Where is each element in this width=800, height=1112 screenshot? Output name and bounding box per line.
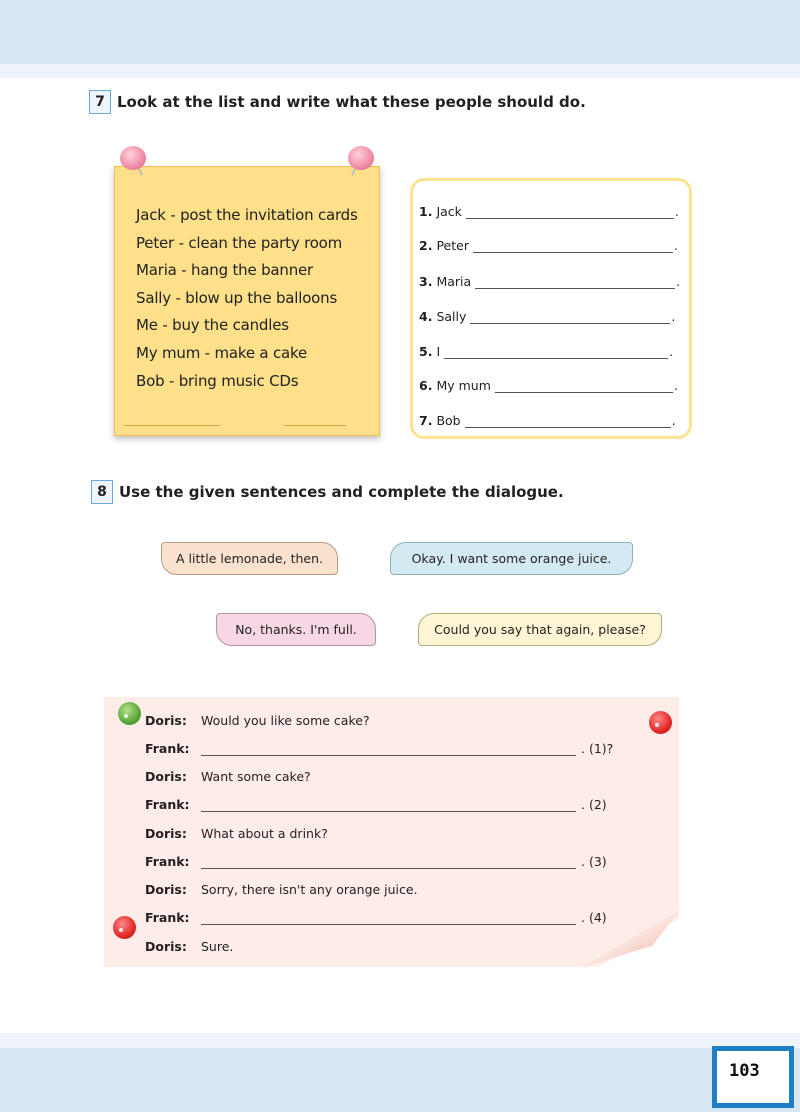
note-item: Jack - post the invitation cards bbox=[136, 206, 358, 224]
answer-blank[interactable] bbox=[465, 416, 671, 428]
answer-line bbox=[419, 204, 679, 219]
sentence-bubble: Okay. I want some orange juice. bbox=[390, 542, 633, 575]
speaker-label: Doris: bbox=[145, 882, 187, 897]
answer-blank[interactable] bbox=[466, 207, 674, 219]
exercise-7-header bbox=[89, 90, 586, 114]
dialogue-text: Would you like some cake? bbox=[201, 713, 370, 728]
answer-line bbox=[419, 274, 680, 289]
answer-name: Maria bbox=[436, 274, 472, 289]
answer-number: 3. bbox=[419, 274, 433, 289]
note-item: Maria - hang the banner bbox=[136, 261, 314, 280]
dialogue-line bbox=[145, 826, 328, 841]
answer-period: . bbox=[674, 204, 679, 219]
speaker-label: Frank: bbox=[145, 741, 190, 756]
dialogue-text: Want some cake? bbox=[201, 769, 311, 784]
dialogue-text: Sorry, there isn't any orange juice. bbox=[201, 882, 418, 897]
answer-name: I bbox=[436, 344, 441, 359]
note-item: Me - buy the candles bbox=[136, 316, 289, 335]
answer-number: 2. bbox=[419, 238, 433, 253]
note-item: Sally - blow up the balloons bbox=[136, 288, 338, 307]
blank-number: . (1)? bbox=[581, 741, 614, 756]
exercise-8-number: 8 bbox=[91, 480, 113, 504]
answer-period: . bbox=[671, 309, 676, 324]
answer-period: . bbox=[673, 378, 678, 393]
note-item: My mum - make a cake bbox=[136, 343, 307, 362]
answer-blank[interactable] bbox=[444, 347, 668, 359]
blank-number: . (4) bbox=[581, 910, 607, 925]
dialogue-text: Sure. bbox=[201, 939, 234, 954]
speaker-label: Doris: bbox=[145, 939, 187, 954]
sentence-bubble: A little lemonade, then. bbox=[161, 542, 338, 575]
answer-line bbox=[419, 344, 673, 359]
red-pin-icon bbox=[649, 711, 672, 734]
answer-name: Jack bbox=[436, 204, 462, 219]
speaker-label: Frank: bbox=[145, 854, 190, 869]
dialogue-line bbox=[145, 769, 311, 784]
page-number: 103 bbox=[729, 1061, 760, 1081]
answer-line bbox=[419, 378, 678, 393]
note-task-list bbox=[136, 202, 358, 395]
page-number-box bbox=[712, 1046, 794, 1108]
blank-number: . (3) bbox=[581, 854, 607, 869]
note-item: Bob - bring music CDs bbox=[136, 371, 299, 390]
answer-blank[interactable] bbox=[470, 312, 670, 324]
note-decor-line bbox=[284, 425, 346, 426]
speaker-label: Frank: bbox=[145, 910, 190, 925]
bottom-band-stripe bbox=[0, 1033, 800, 1048]
top-band bbox=[0, 0, 800, 64]
dialogue-line bbox=[145, 939, 233, 954]
dialogue-text: What about a drink? bbox=[201, 826, 328, 841]
exercise-7-number: 7 bbox=[89, 90, 111, 114]
note-item: Peter - clean the party room bbox=[136, 233, 343, 252]
answer-blank[interactable] bbox=[495, 381, 673, 393]
note-decor-line bbox=[124, 425, 220, 426]
dialogue-blank[interactable] bbox=[201, 857, 576, 869]
speaker-label: Frank: bbox=[145, 797, 190, 812]
answer-number: 4. bbox=[419, 309, 433, 324]
exercise-8-instruction: Use the given sentences and complete the dialogue. bbox=[119, 483, 564, 501]
answer-period: . bbox=[673, 238, 678, 253]
speaker-label: Doris: bbox=[145, 769, 187, 784]
sentence-bubble: No, thanks. I'm full. bbox=[216, 613, 376, 646]
answer-line bbox=[419, 309, 675, 324]
dialogue-blank[interactable] bbox=[201, 913, 576, 925]
speaker-label: Doris: bbox=[145, 713, 187, 728]
dialogue-line bbox=[145, 854, 607, 869]
answer-period: . bbox=[671, 413, 676, 428]
dialogue-blank[interactable] bbox=[201, 800, 576, 812]
green-pin-icon bbox=[118, 702, 141, 725]
answer-name: Peter bbox=[436, 238, 469, 253]
answer-name: Bob bbox=[436, 413, 461, 428]
answer-blank[interactable] bbox=[473, 241, 673, 253]
answer-number: 7. bbox=[419, 413, 433, 428]
answer-line bbox=[419, 238, 678, 253]
dialogue-line bbox=[145, 910, 607, 925]
bottom-band bbox=[0, 1048, 800, 1112]
answer-period: . bbox=[676, 274, 681, 289]
answer-number: 1. bbox=[419, 204, 433, 219]
pushpin-icon bbox=[348, 146, 374, 170]
exercise-8-header bbox=[91, 480, 564, 504]
dialogue-line bbox=[145, 882, 418, 897]
top-band-stripe bbox=[0, 64, 800, 78]
blank-number: . (2) bbox=[581, 797, 607, 812]
dialogue-blank[interactable] bbox=[201, 744, 576, 756]
dialogue-line bbox=[145, 741, 613, 756]
pushpin-icon bbox=[120, 146, 146, 170]
sentence-bubble: Could you say that again, please? bbox=[418, 613, 662, 646]
answer-number: 6. bbox=[419, 378, 433, 393]
answer-name: My mum bbox=[436, 378, 491, 393]
dialogue-line bbox=[145, 713, 370, 728]
answer-name: Sally bbox=[436, 309, 467, 324]
dialogue-line bbox=[145, 797, 607, 812]
answer-blank[interactable] bbox=[475, 277, 675, 289]
exercise-7-instruction: Look at the list and write what these people should do. bbox=[117, 93, 586, 111]
speaker-label: Doris: bbox=[145, 826, 187, 841]
answer-number: 5. bbox=[419, 344, 433, 359]
answer-line bbox=[419, 413, 676, 428]
red-pin-icon bbox=[113, 916, 136, 939]
answer-period: . bbox=[669, 344, 674, 359]
